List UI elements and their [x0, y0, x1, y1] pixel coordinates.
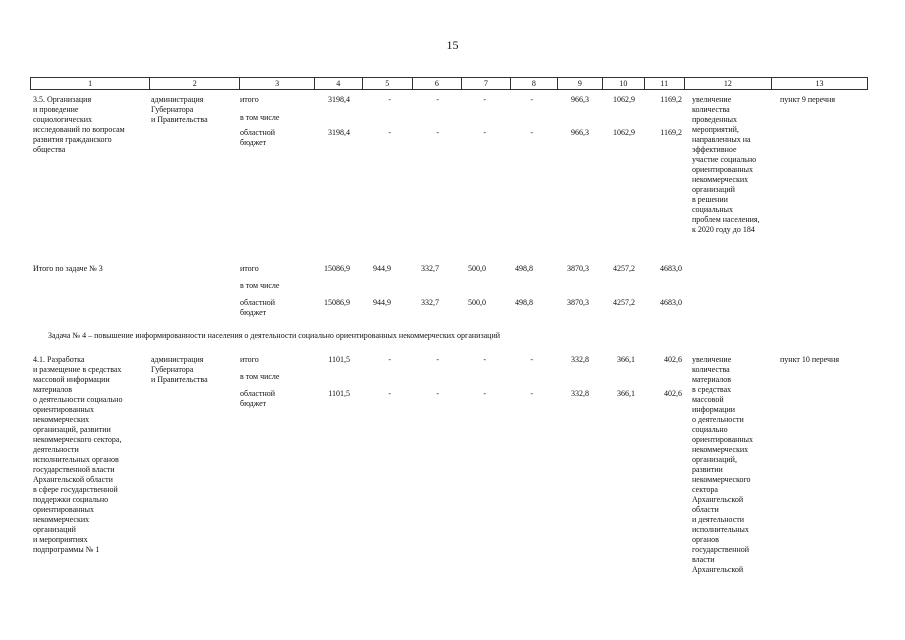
- funding-source: итого: [240, 355, 259, 364]
- value-cell: -: [483, 128, 486, 137]
- total-label: Итого по задаче № 3: [33, 264, 103, 273]
- value-cell: 3198,4: [328, 95, 350, 104]
- value-cell: 3870,3: [567, 298, 589, 307]
- activity-executor: администрация Губернатора и Правительства: [151, 355, 208, 384]
- value-cell: 4683,0: [660, 298, 682, 307]
- funding-source: областной бюджет: [240, 298, 276, 317]
- reference: пункт 10 перечня: [780, 355, 840, 364]
- funding-source: в том числе: [240, 113, 280, 122]
- value-cell: 4683,0: [660, 264, 682, 273]
- value-cell: 15086,9: [324, 264, 350, 273]
- column-header: 1: [31, 78, 150, 90]
- column-header: 6: [413, 78, 462, 90]
- value-cell: -: [388, 355, 391, 364]
- value-cell: 3198,4: [328, 128, 350, 137]
- column-header: 13: [771, 78, 867, 90]
- value-cell: -: [436, 128, 439, 137]
- value-cell: 500,0: [468, 298, 486, 307]
- value-cell: 1062,9: [613, 128, 635, 137]
- column-header: 5: [362, 78, 413, 90]
- value-cell: -: [436, 389, 439, 398]
- funding-source: итого: [240, 264, 259, 273]
- value-cell: 332,8: [571, 355, 589, 364]
- column-header: 10: [603, 78, 644, 90]
- value-cell: 1169,2: [660, 128, 682, 137]
- funding-source: областной бюджет: [240, 389, 276, 408]
- activity-name: 3.5. Организация и проведение социологических исследований по вопросам развития гражданского общества: [33, 95, 125, 154]
- value-cell: 1062,9: [613, 95, 635, 104]
- column-header: 9: [557, 78, 602, 90]
- value-cell: 3870,3: [567, 264, 589, 273]
- value-cell: 500,0: [468, 264, 486, 273]
- activity-executor: администрация Губернатора и Правительства: [151, 95, 208, 124]
- target-indicator: увеличение количества материалов в средствах массовой информации о деятельности социально ориентированных некоммерческих организаций, развитии некоммерческого сектора Архангельской области и деятельности исполнительных органов государственной власти Архангельской: [692, 355, 754, 574]
- value-cell: 944,9: [373, 264, 391, 273]
- value-cell: 4257,2: [613, 264, 635, 273]
- value-cell: -: [530, 355, 533, 364]
- value-cell: 402,6: [664, 355, 682, 364]
- value-cell: 1169,2: [660, 95, 682, 104]
- value-cell: -: [530, 128, 533, 137]
- value-cell: -: [388, 128, 391, 137]
- value-cell: 332,7: [421, 298, 439, 307]
- value-cell: 402,6: [664, 389, 682, 398]
- value-cell: 1101,5: [328, 389, 350, 398]
- value-cell: 15086,9: [324, 298, 350, 307]
- value-cell: -: [483, 389, 486, 398]
- value-cell: -: [530, 389, 533, 398]
- column-header-row: [30, 77, 868, 90]
- value-cell: 966,3: [571, 128, 589, 137]
- funding-source: в том числе: [240, 372, 280, 381]
- value-cell: 366,1: [617, 355, 635, 364]
- page-number: 15: [446, 38, 459, 52]
- value-cell: 966,3: [571, 95, 589, 104]
- target-indicator: увеличение количества проведенных мероприятий, направленных на эффективное участие социально ориентированных некоммерческих организаций в решении социальных проблем населения, к 2020 году до 184: [692, 95, 760, 234]
- value-cell: 498,8: [515, 298, 533, 307]
- column-header: 12: [684, 78, 771, 90]
- funding-source: итого: [240, 95, 259, 104]
- value-cell: 332,7: [421, 264, 439, 273]
- activity-name: 4.1. Разработка и размещение в средствах массовой информации материалов о деятельности социально ориентированных некоммерческих организаций, развитии некоммерческого сектора, деятельности исполнительных органов государственной власти Архангельской области в сфере государственной поддержки социально ориентированных некоммерческих организаций и мероприятиях подпрограммы № 1: [33, 355, 123, 554]
- value-cell: 332,8: [571, 389, 589, 398]
- value-cell: -: [483, 95, 486, 104]
- value-cell: 944,9: [373, 298, 391, 307]
- value-cell: -: [483, 355, 486, 364]
- value-cell: -: [436, 95, 439, 104]
- value-cell: -: [388, 389, 391, 398]
- reference: пункт 9 перечня: [780, 95, 836, 104]
- column-header: 4: [315, 78, 363, 90]
- value-cell: 4257,2: [613, 298, 635, 307]
- value-cell: -: [530, 95, 533, 104]
- value-cell: 366,1: [617, 389, 635, 398]
- value-cell: 1101,5: [328, 355, 350, 364]
- column-header: 11: [644, 78, 684, 90]
- funding-source: областной бюджет: [240, 128, 276, 147]
- column-header: 3: [240, 78, 315, 90]
- value-cell: -: [436, 355, 439, 364]
- value-cell: 498,8: [515, 264, 533, 273]
- column-header: 7: [461, 78, 511, 90]
- column-header: 8: [511, 78, 558, 90]
- funding-source: в том числе: [240, 281, 280, 290]
- task-heading: Задача № 4 – повышение информированности населения о деятельности социально ориентированных некоммерческих организаций: [48, 331, 501, 340]
- value-cell: -: [388, 95, 391, 104]
- column-header: 2: [150, 78, 240, 90]
